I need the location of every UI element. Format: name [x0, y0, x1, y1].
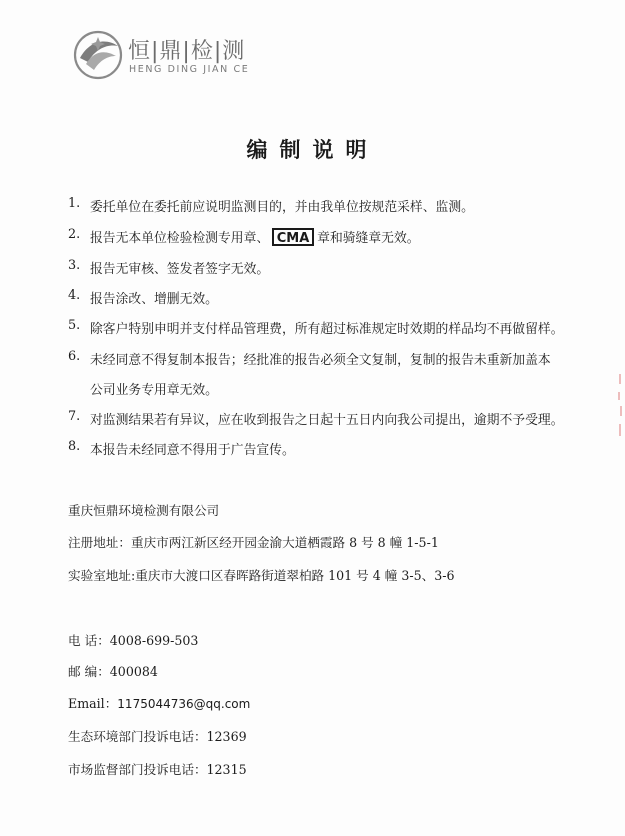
cma-seal-icon — [271, 228, 315, 246]
market-complaint-line — [68, 759, 247, 778]
note-text: 报告无审核、签发者签字无效。 — [90, 262, 270, 277]
note-number: 7. — [68, 409, 81, 424]
env-complaint-value: 12369 — [206, 729, 247, 744]
note-number: 6. — [68, 349, 81, 364]
logo-english-name: HENG DING JIAN CE — [129, 64, 250, 75]
note-item-3 — [68, 256, 588, 280]
note-item-2 — [68, 225, 588, 249]
logo-chinese-name: 恒|鼎|检|测 — [128, 39, 246, 64]
email-value[interactable]: 1175044736@qq.com — [117, 697, 251, 711]
postcode-value: 400084 — [109, 664, 158, 679]
phone-value: 4008-699-503 — [109, 633, 199, 648]
note-item-6-continuation — [68, 377, 588, 401]
note-text: 本报告未经同意不得用于广告宣传。 — [90, 443, 295, 458]
registered-address-value: 重庆市两江新区经开园金渝大道栖霞路 8 号 8 幢 1-5-1 — [130, 535, 439, 550]
note-text: 报告涂改、增删无效。 — [90, 292, 218, 307]
company-logo — [72, 28, 292, 84]
phone-label: 电 话： — [68, 633, 110, 648]
logo-mark-icon — [72, 28, 126, 82]
note-text-before: 报告无本单位检验检测专用章、 — [90, 231, 270, 246]
note-text-after: 章和骑缝章无效。 — [317, 231, 420, 246]
note-number: 4. — [68, 288, 81, 303]
note-number: 3. — [68, 258, 81, 273]
note-number: 5. — [68, 318, 81, 333]
seam-stamp-edge-icon — [617, 372, 623, 442]
lab-address-value: 重庆市大渡口区春晖路街道翠柏路 101 号 4 幢 3-5、3-6 — [135, 568, 455, 583]
registered-address — [68, 532, 439, 551]
svg-text:CMA: CMA — [276, 231, 310, 246]
market-complaint-label: 市场监督部门投诉电话： — [68, 762, 207, 777]
market-complaint-value: 12315 — [206, 762, 247, 777]
email-line — [68, 693, 250, 712]
postcode-label: 邮 编： — [68, 664, 110, 679]
registered-address-label: 注册地址： — [68, 535, 131, 550]
note-number: 2. — [68, 227, 81, 242]
note-item-8 — [68, 437, 588, 461]
env-complaint-line — [68, 726, 247, 745]
note-text: 除客户特别申明并支付样品管理费，所有超过标准规定时效期的样品均不再做留样。 — [90, 322, 564, 337]
note-text: 委托单位在委托前应说明监测目的，并由我单位按规范采样、监测。 — [90, 200, 474, 215]
note-number: 1. — [68, 196, 81, 211]
note-text: 未经同意不得复制本报告；经批准的报告必须全文复制，复制的报告未重新加盖本 — [90, 353, 551, 368]
page-title: 编制说明 — [246, 138, 379, 162]
email-label: Email： — [68, 696, 118, 711]
note-text — [90, 227, 420, 246]
company-name: 重庆恒鼎环境检测有限公司 — [68, 503, 220, 518]
lab-address — [68, 565, 455, 584]
note-item-4 — [68, 286, 588, 310]
note-text: 对监测结果若有异议，应在收到报告之日起十五日内向我公司提出，逾期不予受理。 — [90, 413, 564, 428]
note-item-1 — [68, 194, 588, 218]
lab-address-label: 实验室地址: — [68, 568, 136, 583]
postcode-line — [68, 661, 158, 680]
note-number: 8. — [68, 439, 81, 454]
note-text-continuation: 公司业务专用章无效。 — [90, 383, 218, 398]
note-item-5 — [68, 316, 588, 340]
note-item-7 — [68, 407, 588, 431]
env-complaint-label: 生态环境部门投诉电话： — [68, 729, 207, 744]
phone-line — [68, 630, 198, 649]
note-item-6 — [68, 347, 588, 371]
